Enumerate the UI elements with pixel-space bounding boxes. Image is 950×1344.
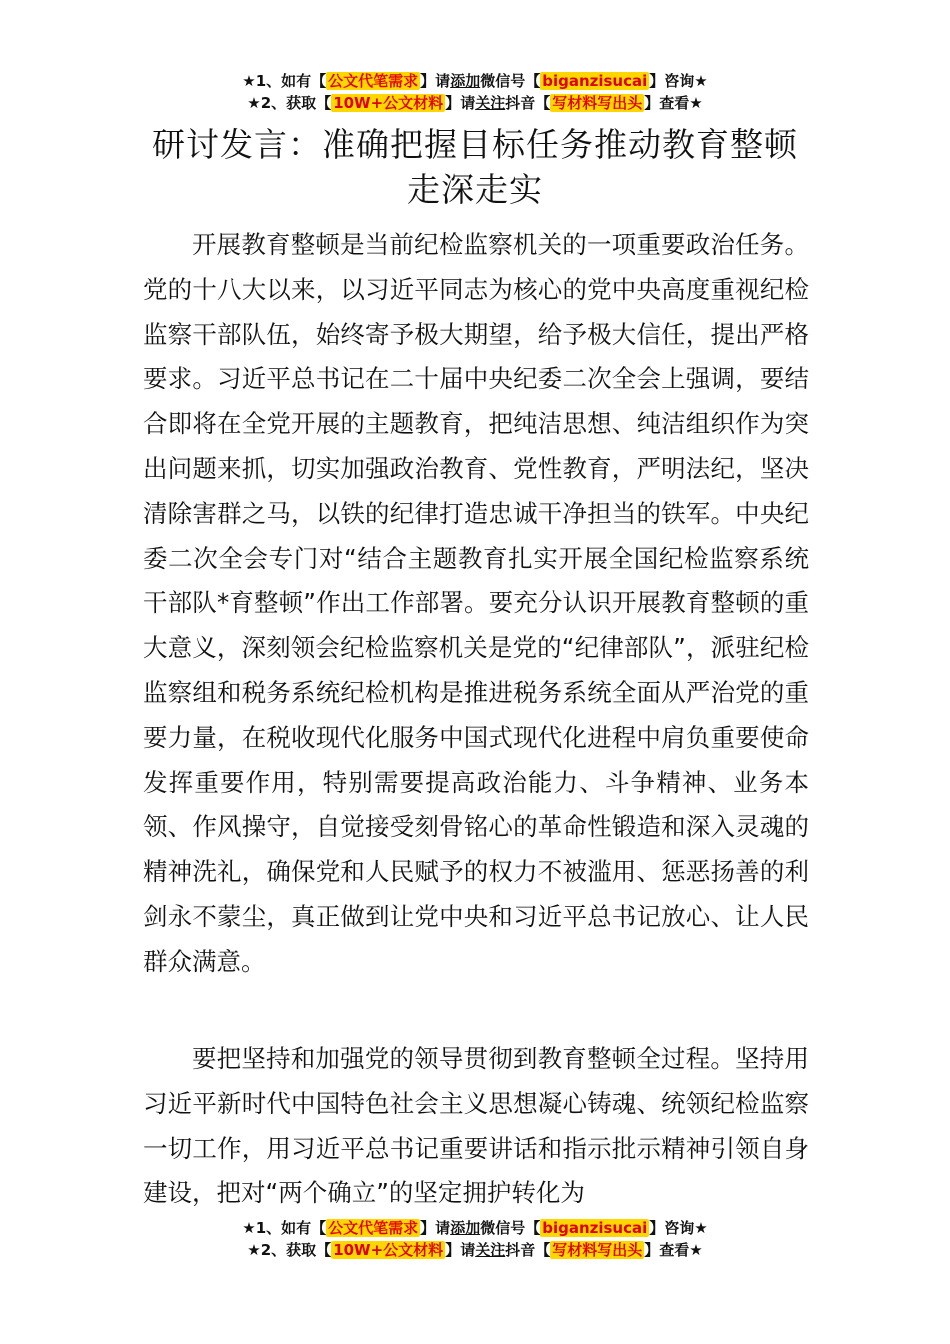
banner-underline-text: 关注: [475, 94, 506, 112]
banner-text: 微信号【: [480, 1219, 541, 1237]
paragraph: 开展教育整顿是当前纪检监察机关的一项重要政治任务。党的十八大以来，以习近平同志为核心的党中央高度重视纪检监察干部队伍，始终寄予极大期望，给予极大信任，提出严格要求。习近平总书记在二十届中央纪委二次全会上强调，要结合即将在全党开展的主题教育，把纯洁思想、纯洁组织作为突出问题来抓，切实加强政治教育、党性教育，严明法纪，坚决清除害群之马，以铁的纪律打造忠诚干净担当的铁军。中央纪委二次全会专门对“结合主题教育扎实开展全国纪检监察系统干部队*育整顿”作出工作部署。要充分认识开展教育整顿的重大意义，深刻领会纪检监察机关是党的“纪律部队”，派驻纪检监察组和税务系统纪检机构是推进税务系统全面从严治党的重要力量，在税收现代化服务中国式现代化进程中肩负重要使命发挥重要作用，特别需要提高政治能力、斗争精神、业务本领、作风操守，自觉接受刻骨铭心的革命性锻造和深入灵魂的精神洗礼，确保党和人民赋予的权力不被滥用、惩恶扬善的利剑永不蒙尘，真正做到让党中央和习近平总书记放心、让人民群众满意。: [143, 230, 809, 976]
banner-text: 】查看★: [644, 1241, 703, 1259]
banner-highlight: 公文代笔需求: [328, 1219, 419, 1237]
top-banner: [0, 70, 950, 114]
banner-highlight: 10W+公文材料: [333, 94, 444, 112]
banner-underline-text: 添加: [450, 1219, 481, 1237]
banner-text: 】请: [445, 1241, 476, 1259]
document-body-1: [143, 223, 809, 999]
banner-highlight: 写材料写出头: [552, 1241, 643, 1259]
banner-highlight: biganzisucai: [542, 72, 648, 90]
banner-text: 微信号【: [480, 72, 541, 90]
banner-line-1: [0, 1217, 950, 1239]
banner-highlight: 写材料写出头: [552, 94, 643, 112]
banner-text: 】请: [420, 1219, 451, 1237]
banner-highlight: 10W+公文材料: [333, 1241, 444, 1259]
banner-text: 】咨询★: [649, 1219, 708, 1237]
banner-text: 】请: [445, 94, 476, 112]
banner-text: ★1、如有【: [242, 1219, 327, 1237]
banner-line-2: [0, 92, 950, 114]
banner-line-1: [0, 70, 950, 92]
document-title: 研讨发言：准确把握目标任务推动教育整顿走深走实: [152, 125, 798, 209]
banner-text: 抖音【: [505, 1241, 551, 1259]
document-body-2: [143, 1037, 809, 1230]
banner-highlight: biganzisucai: [542, 1219, 648, 1237]
paragraph: 要把坚持和加强党的领导贯彻到教育整顿全过程。坚持用习近平新时代中国特色社会主义思想凝心铸魂、统领纪检监察一切工作，用习近平总书记重要讲话和指示批示精神引领自身建设，把对“两个确立”的坚定拥护转化为: [143, 1044, 809, 1208]
bottom-banner: [0, 1217, 950, 1261]
banner-highlight: 公文代笔需求: [328, 72, 419, 90]
banner-text: 】咨询★: [649, 72, 708, 90]
banner-text: ★1、如有【: [242, 72, 327, 90]
banner-underline-text: 添加: [450, 72, 481, 90]
banner-text: 】查看★: [644, 94, 703, 112]
banner-line-2: [0, 1239, 950, 1261]
banner-underline-text: 关注: [475, 1241, 506, 1259]
banner-text: 抖音【: [505, 94, 551, 112]
banner-text: ★2、获取【: [247, 94, 332, 112]
banner-text: ★2、获取【: [247, 1241, 332, 1259]
banner-text: 】请: [420, 72, 451, 90]
